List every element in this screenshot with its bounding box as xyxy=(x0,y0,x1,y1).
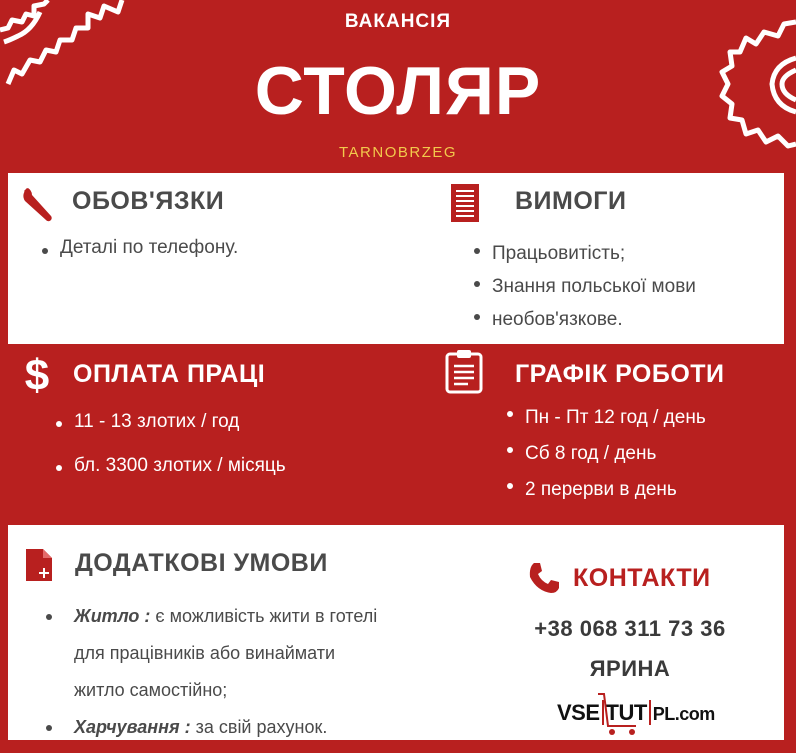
list-item: бл. 3300 злотих / місяць xyxy=(54,454,286,478)
document-lines-icon xyxy=(450,183,480,223)
requirements-title: ВИМОГИ xyxy=(515,187,627,215)
svg-text:$: $ xyxy=(24,352,50,396)
list-item: 11 - 13 злотих / год xyxy=(54,410,286,434)
clipboard-icon xyxy=(444,348,484,394)
logo-mid: TUT xyxy=(602,700,651,725)
list-item: Пн - Пт 12 год / день xyxy=(505,400,706,436)
list-item: Працьовитість; xyxy=(472,237,696,270)
housing-text-line-3: житло самостійно; xyxy=(74,680,228,700)
list-item-continuation: необов'язкове. xyxy=(472,303,696,336)
logo-left: VSE xyxy=(557,700,600,725)
food-text: за свій рахунок. xyxy=(190,717,328,737)
requirements-list xyxy=(472,237,696,336)
extra-list xyxy=(40,598,377,746)
housing-item xyxy=(40,598,377,635)
vacancy-label: ВАКАНСІЯ xyxy=(344,11,452,32)
food-item xyxy=(40,709,377,746)
duties-title: ОБОВ'ЯЗКИ xyxy=(72,187,225,215)
dollar-icon xyxy=(20,352,54,396)
file-plus-icon xyxy=(25,548,53,582)
contact-phone[interactable]: +38 068 311 73 36 xyxy=(534,616,726,641)
pay-list xyxy=(54,410,286,478)
phone-icon xyxy=(527,561,561,595)
housing-text-line-2: для працівників або винаймати xyxy=(74,643,336,663)
list-item: 2 перерви в день xyxy=(505,472,706,508)
city-label: TARNOBRZEG xyxy=(338,144,458,161)
pay-title: ОПЛАТА ПРАЦІ xyxy=(73,360,266,388)
extra-title: ДОДАТКОВІ УМОВИ xyxy=(75,549,328,577)
wrench-icon xyxy=(20,185,58,223)
housing-text: є можливість жити в готелі xyxy=(150,606,378,626)
food-label: Харчування : xyxy=(74,717,191,737)
contact-name: ЯРИНА xyxy=(589,656,671,681)
contacts-title: КОНТАКТИ xyxy=(573,564,711,592)
logo-right: PL.com xyxy=(652,704,715,724)
duties-list xyxy=(40,237,238,259)
cart-icon xyxy=(596,690,644,738)
list-item: Знання польської мови xyxy=(472,270,696,303)
list-item: Сб 8 год / день xyxy=(505,436,706,472)
housing-label: Житло : xyxy=(74,606,151,626)
schedule-list xyxy=(505,400,706,508)
schedule-title: ГРАФІК РОБОТИ xyxy=(515,360,725,388)
job-title: СТОЛЯР xyxy=(254,53,542,129)
list-item: Деталі по телефону. xyxy=(40,237,238,259)
